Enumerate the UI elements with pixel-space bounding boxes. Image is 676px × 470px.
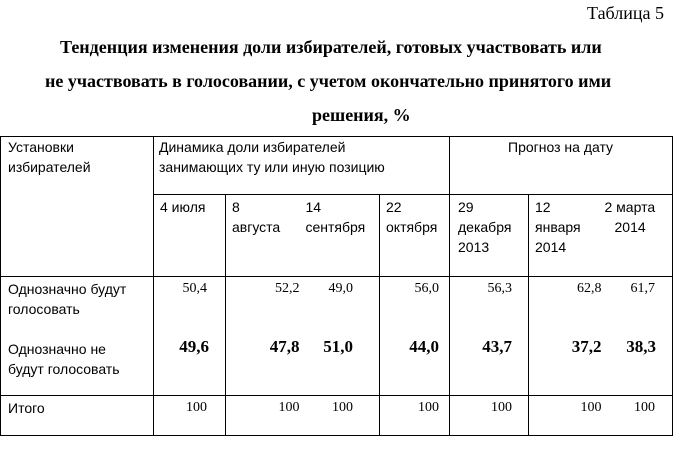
row-label: будут голосовать bbox=[8, 361, 120, 378]
value-cell bbox=[380, 395, 450, 435]
value-cell bbox=[529, 395, 601, 435]
value: 38,3 bbox=[626, 337, 657, 357]
header-dynamics bbox=[154, 137, 450, 195]
value: 100 bbox=[332, 399, 353, 415]
row-label: Однозначно будут bbox=[8, 281, 127, 298]
date-label: октября bbox=[386, 219, 438, 236]
value: 50,4 bbox=[182, 281, 207, 297]
row-label: Итого bbox=[8, 399, 45, 416]
value: 49,6 bbox=[179, 337, 209, 357]
table-caption: Таблица 5 bbox=[587, 3, 664, 23]
value: 43,7 bbox=[482, 337, 512, 357]
value-cell bbox=[601, 395, 673, 435]
value-cell bbox=[300, 277, 380, 395]
value-cell bbox=[601, 277, 673, 395]
date-label: 4 июля bbox=[160, 199, 206, 216]
header-dynamics-line1: Динамика доли избирателей bbox=[159, 139, 346, 155]
value-cell bbox=[226, 395, 300, 435]
value-cell bbox=[154, 277, 226, 395]
value: 100 bbox=[278, 399, 300, 415]
value-cell bbox=[154, 395, 226, 435]
date-label: 2013 bbox=[458, 239, 490, 256]
value-cell bbox=[450, 395, 529, 435]
date-cell bbox=[450, 195, 529, 277]
date-label: 2014 bbox=[535, 239, 567, 256]
table-row bbox=[1, 277, 673, 395]
value: 37,2 bbox=[571, 337, 602, 357]
date-label: 2014 bbox=[614, 219, 646, 236]
title-line-2: не участвовать в голосовании, с учетом окончательно принятого ими bbox=[45, 71, 612, 91]
value-cell bbox=[529, 277, 601, 395]
date-label: 8 bbox=[232, 199, 240, 216]
value: 61,7 bbox=[630, 281, 656, 297]
date-label: 14 bbox=[305, 199, 322, 216]
header-settings-line2: избирателей bbox=[8, 159, 91, 175]
title-line-1: Тенденция изменения доли избирателей, готовых участвовать или bbox=[60, 37, 602, 57]
title-line-3: решения, % bbox=[312, 105, 411, 125]
value: 62,8 bbox=[577, 281, 602, 297]
value: 49,0 bbox=[328, 281, 353, 297]
date-label: 29 bbox=[458, 199, 474, 216]
data-table bbox=[0, 136, 673, 436]
row-label: Однозначно не bbox=[8, 341, 106, 358]
date-label: января bbox=[535, 219, 581, 236]
value-cell bbox=[450, 277, 529, 395]
header-settings-line1: Установки bbox=[8, 139, 74, 155]
value: 100 bbox=[634, 399, 656, 415]
header-forecast bbox=[450, 137, 673, 195]
row-labels bbox=[1, 277, 154, 395]
date-cell bbox=[226, 195, 300, 277]
value-cell bbox=[226, 277, 300, 395]
value: 100 bbox=[418, 399, 439, 415]
value: 100 bbox=[186, 399, 207, 415]
value: 100 bbox=[491, 399, 512, 415]
date-label: 22 bbox=[386, 199, 402, 216]
date-label: 2 марта bbox=[604, 199, 656, 216]
header-dynamics-line2: занимающих ту или иную позицию bbox=[159, 159, 385, 175]
value: 52,2 bbox=[275, 281, 300, 297]
value: 51,0 bbox=[323, 337, 353, 357]
value: 100 bbox=[580, 399, 602, 415]
date-cell bbox=[154, 195, 226, 277]
date-label: 12 bbox=[535, 199, 551, 216]
date-cell bbox=[380, 195, 450, 277]
value: 56,3 bbox=[487, 281, 512, 297]
date-cell bbox=[601, 195, 673, 277]
date-label: сентября bbox=[305, 219, 366, 236]
date-label: декабря bbox=[458, 219, 512, 236]
table-row bbox=[1, 395, 673, 435]
value: 56,0 bbox=[414, 281, 439, 297]
header-row-1 bbox=[1, 137, 673, 195]
header-settings bbox=[1, 137, 154, 277]
date-cell bbox=[529, 195, 601, 277]
value: 44,0 bbox=[409, 337, 439, 357]
header-forecast-label: Прогноз на дату bbox=[508, 139, 614, 155]
value-cell bbox=[300, 395, 380, 435]
row-labels bbox=[1, 395, 154, 435]
row-label: голосовать bbox=[8, 301, 80, 318]
date-label: августа bbox=[232, 219, 281, 236]
date-cell bbox=[300, 195, 380, 277]
value: 47,8 bbox=[269, 337, 300, 357]
value-cell bbox=[380, 277, 450, 395]
